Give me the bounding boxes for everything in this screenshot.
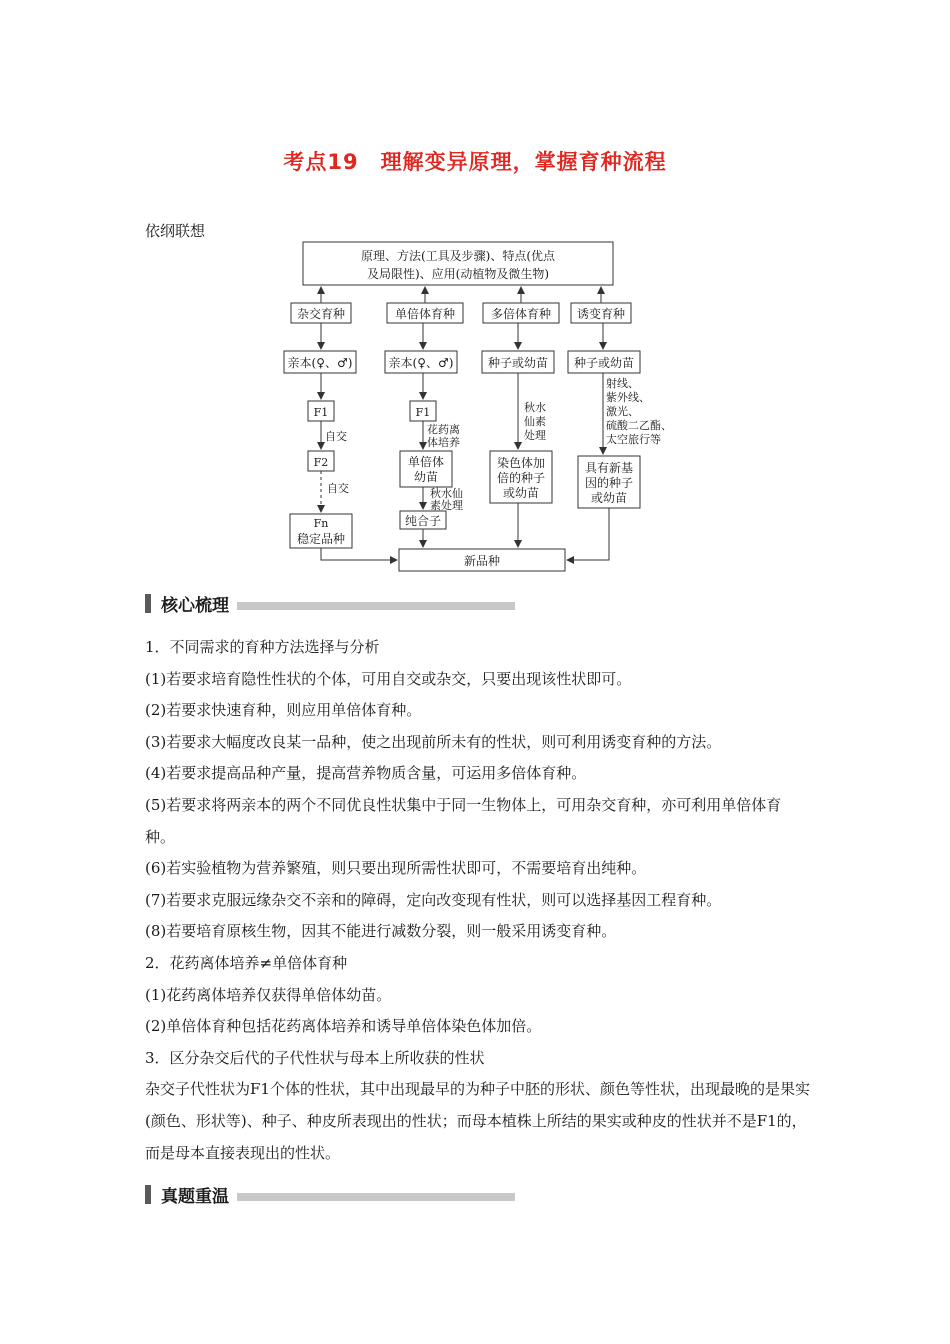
- hybrid-fn-label: Fn: [313, 517, 329, 530]
- haploid-treat-line1: 秋水仙: [430, 487, 463, 500]
- mutation-agent-4: 硫酸二乙酯、: [606, 419, 672, 432]
- hybrid-self2-label: 自交: [327, 482, 349, 495]
- breeding-flow-diagram: [0, 0, 950, 600]
- top-box-line1: 原理、方法(工具及步骤)、特点(优点: [360, 249, 556, 263]
- mutation-agent-2: 紫外线、: [606, 391, 650, 404]
- section-title-core: 核心梳理: [161, 595, 229, 616]
- intro-label: 依纲联想: [145, 222, 206, 240]
- haploid-treat-line2: 素处理: [430, 499, 463, 512]
- polyploid-result-line2: 倍的种子: [496, 471, 546, 485]
- hybrid-stable-label: 稳定品种: [296, 532, 346, 546]
- haploid-seedling-line2: 幼苗: [413, 470, 439, 484]
- paragraph: (3)若要求大幅度改良某一品种，使之出现前所未有的性状，则可利用诱变育种的方法。: [145, 732, 722, 751]
- haploid-pure-label: 纯合子: [404, 514, 442, 528]
- method-label-hybrid: 杂交育种: [296, 307, 346, 321]
- method-label-polyploid: 多倍体育种: [490, 307, 552, 321]
- hybrid-self1-label: 自交: [325, 430, 347, 443]
- section-title-review: 真题重温: [161, 1186, 229, 1207]
- method-label-haploid: 单倍体育种: [394, 307, 456, 321]
- paragraph: (2)若要求快速育种，则应用单倍体育种。: [145, 701, 422, 720]
- mutation-agent-1: 射线、: [606, 377, 639, 390]
- method-label-mutation: 诱变育种: [576, 307, 626, 321]
- mutation-result-line1: 具有新基: [584, 461, 634, 475]
- section-heading-core: [145, 592, 515, 614]
- paragraph: 3．区分杂交后代的子代性状与母本上所收获的性状: [145, 1048, 485, 1067]
- paragraph: (2)单倍体育种包括花药离体培养和诱导单倍体染色体加倍。: [145, 1017, 542, 1036]
- polyploid-start-label: 种子或幼苗: [487, 356, 549, 370]
- haploid-culture-line2: 体培养: [427, 436, 460, 449]
- mutation-agent-5: 太空旅行等: [606, 433, 661, 446]
- mutation-start-label: 种子或幼苗: [573, 356, 635, 370]
- section-heading-review: [145, 1183, 515, 1205]
- paragraph: (1)若要求培育隐性性状的个体，可用自交或杂交，只要出现该性状即可。: [145, 669, 632, 688]
- section-bar: [145, 1185, 151, 1204]
- section-bar: [145, 594, 151, 613]
- haploid-f1-label: F1: [415, 406, 431, 419]
- top-box-line2: 及局限性)、应用(动植物及微生物): [366, 267, 550, 281]
- polyploid-result-line3: 或幼苗: [502, 486, 540, 500]
- mutation-agent-3: 激光、: [606, 405, 639, 418]
- polyploid-treat-line2: 仙素: [524, 415, 546, 428]
- paragraph: (7)若要求克服远缘杂交不亲和的障碍，定向改变现有性状，则可以选择基因工程育种。: [145, 890, 722, 909]
- paragraph: (8)若要培育原核生物，因其不能进行减数分裂，则一般采用诱变育种。: [145, 922, 617, 941]
- paragraph: (6)若实验植物为营养繁殖，则只要出现所需性状即可，不需要培育出纯种。: [145, 859, 647, 878]
- paragraph: 1．不同需求的育种方法选择与分析: [145, 638, 380, 656]
- paragraph: (4)若要求提高品种产量，提高营养物质含量，可运用多倍体育种。: [145, 764, 587, 783]
- paragraph: (5)若要求将两亲本的两个不同优良性状集中于同一生物体上，可用杂交育种，亦可利用单倍体育种。: [145, 795, 782, 846]
- core-content: [145, 632, 810, 1169]
- haploid-parent-label: 亲本(♀、♂): [388, 356, 454, 370]
- haploid-culture-line1: 花药离: [427, 423, 460, 436]
- mutation-result-line2: 因的种子: [584, 476, 634, 490]
- polyploid-result-line1: 染色体加: [496, 456, 546, 470]
- new-variety-label: 新品种: [463, 554, 501, 568]
- paragraph: (1)花药离体培养仅获得单倍体幼苗。: [145, 985, 392, 1004]
- haploid-seedling-line1: 单倍体: [407, 455, 445, 469]
- hybrid-f2-label: F2: [313, 456, 329, 469]
- paragraph: 2．花药离体培养≠单倍体育种: [145, 953, 348, 972]
- polyploid-treat-line3: 处理: [524, 429, 546, 442]
- section-rule: [237, 1193, 515, 1201]
- mutation-result-line3: 或幼苗: [590, 491, 628, 505]
- paragraph: 杂交子代性状为F1个体的性状，其中出现最早的为种子中胚的形状、颜色等性状，出现最晚的是果实(颜色、形状等)、种子、种皮所表现出的性状；而母本植株上所结的果实或种皮的性状并不是F1的，而是母本直接表现出的性状。: [145, 1080, 810, 1162]
- section-rule: [237, 602, 515, 610]
- polyploid-treat-line1: 秋水: [524, 401, 546, 414]
- page-title: 考点19 理解变异原理，掌握育种流程: [283, 150, 667, 174]
- hybrid-parent-label: 亲本(♀、♂): [287, 356, 353, 370]
- hybrid-f1-label: F1: [313, 406, 329, 419]
